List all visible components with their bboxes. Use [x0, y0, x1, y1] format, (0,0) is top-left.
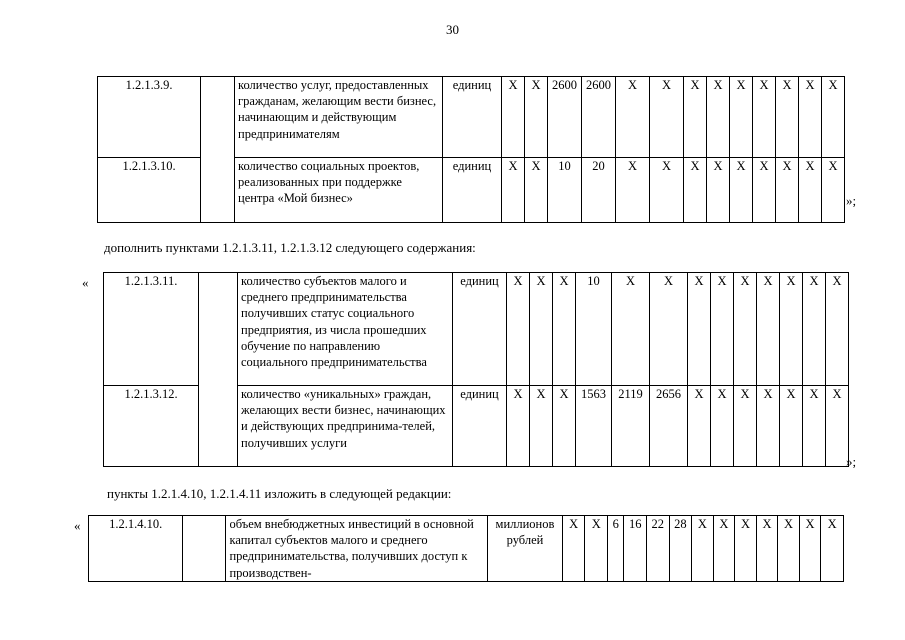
- row-number: 1.2.1.3.12.: [104, 386, 199, 467]
- value-cell: X: [507, 273, 530, 386]
- empty-cell: [199, 273, 238, 467]
- row-unit: единиц: [453, 273, 507, 386]
- value-cell: X: [502, 77, 525, 158]
- value-cell: X: [525, 158, 548, 223]
- value-cell: X: [780, 273, 803, 386]
- value-cell: 2600: [582, 77, 616, 158]
- value-cell: 1563: [576, 386, 612, 467]
- row-description: количество «уникальных» граждан, желающих вести бизнес, начинающих и действующих предпринима-телей, получивших услуги: [238, 386, 453, 467]
- table-row: [104, 273, 849, 386]
- value-cell: X: [585, 516, 608, 582]
- row-number: 1.2.1.3.11.: [104, 273, 199, 386]
- value-cell: X: [688, 273, 711, 386]
- value-cell: X: [735, 516, 757, 582]
- value-cell: X: [692, 516, 714, 582]
- value-cell: X: [753, 158, 776, 223]
- value-cell: X: [826, 273, 849, 386]
- value-cell: X: [616, 77, 650, 158]
- amendment-paragraph: дополнить пунктами 1.2.1.3.11, 1.2.1.3.12 следующего содержания:: [104, 240, 476, 255]
- value-cell: X: [780, 386, 803, 467]
- value-cell: X: [650, 158, 684, 223]
- value-cell: X: [711, 386, 734, 467]
- value-cell: X: [553, 273, 576, 386]
- row-unit: единиц: [443, 158, 502, 223]
- value-cell: X: [507, 386, 530, 467]
- value-cell: X: [612, 273, 650, 386]
- opening-quote-mark: «: [74, 518, 81, 533]
- row-number: 1.2.1.3.9.: [98, 77, 201, 158]
- value-cell: X: [756, 516, 778, 582]
- value-cell: X: [730, 77, 753, 158]
- value-cell: 10: [548, 158, 582, 223]
- value-cell: X: [530, 273, 553, 386]
- value-cell: X: [822, 77, 845, 158]
- row-unit: единиц: [443, 77, 502, 158]
- value-cell: X: [757, 273, 780, 386]
- value-cell: X: [713, 516, 735, 582]
- row-description: количество услуг, предоставленных гражданам, желающим вести бизнес, начинающим и действующим предпринимателям: [235, 77, 443, 158]
- value-cell: X: [753, 77, 776, 158]
- closing-quote-mark: »;: [846, 193, 857, 208]
- empty-cell: [183, 516, 226, 582]
- empty-cell: [201, 77, 235, 223]
- value-cell: X: [803, 386, 826, 467]
- value-cell: X: [799, 77, 822, 158]
- value-cell: X: [734, 273, 757, 386]
- value-cell: 2119: [612, 386, 650, 467]
- value-cell: X: [650, 77, 684, 158]
- value-cell: X: [616, 158, 650, 223]
- value-cell: X: [778, 516, 800, 582]
- row-number: 1.2.1.3.10.: [98, 158, 201, 223]
- value-cell: X: [776, 158, 799, 223]
- table-row: [98, 77, 845, 158]
- value-cell: X: [803, 273, 826, 386]
- value-cell: X: [684, 158, 707, 223]
- value-cell: 16: [624, 516, 647, 582]
- row-description: количество социальных проектов, реализованных при поддержке центра «Мой бизнес»: [235, 158, 443, 223]
- closing-quote-mark: »;: [846, 454, 857, 469]
- value-cell: X: [530, 386, 553, 467]
- value-cell: X: [502, 158, 525, 223]
- value-cell: 22: [647, 516, 670, 582]
- value-cell: X: [562, 516, 585, 582]
- row-number: 1.2.1.4.10.: [89, 516, 183, 582]
- value-cell: X: [734, 386, 757, 467]
- row-description: объем внебюджетных инвестиций в основной капитал субъектов малого и среднего предпринимательства, получивших доступ к производствен-: [226, 516, 488, 582]
- value-cell: X: [826, 386, 849, 467]
- value-cell: X: [799, 516, 821, 582]
- table-row: [89, 516, 844, 582]
- value-cell: X: [821, 516, 844, 582]
- value-cell: 28: [669, 516, 692, 582]
- value-cell: X: [822, 158, 845, 223]
- value-cell: 10: [576, 273, 612, 386]
- page-number: 30: [446, 22, 459, 37]
- amendment-paragraph: пункты 1.2.1.4.10, 1.2.1.4.11 изложить в следующей редакции:: [107, 486, 452, 501]
- value-cell: X: [707, 158, 730, 223]
- value-cell: X: [776, 77, 799, 158]
- indicator-table-2: [103, 272, 849, 467]
- value-cell: 20: [582, 158, 616, 223]
- opening-quote-mark: «: [82, 275, 89, 290]
- value-cell: X: [757, 386, 780, 467]
- indicator-table-1: [97, 76, 845, 223]
- row-unit: миллионов рублей: [488, 516, 563, 582]
- value-cell: 6: [608, 516, 624, 582]
- value-cell: 2656: [650, 386, 688, 467]
- value-cell: X: [711, 273, 734, 386]
- value-cell: X: [553, 386, 576, 467]
- value-cell: X: [684, 77, 707, 158]
- value-cell: X: [799, 158, 822, 223]
- value-cell: X: [730, 158, 753, 223]
- row-unit: единиц: [453, 386, 507, 467]
- value-cell: X: [707, 77, 730, 158]
- value-cell: 2600: [548, 77, 582, 158]
- value-cell: X: [688, 386, 711, 467]
- value-cell: X: [650, 273, 688, 386]
- row-description: количество субъектов малого и среднего предпринимательства получивших статус социального предприятия, из числа прошедших обучение по направлению социального предпринимательства: [238, 273, 453, 386]
- value-cell: X: [525, 77, 548, 158]
- indicator-table-3: [88, 515, 844, 582]
